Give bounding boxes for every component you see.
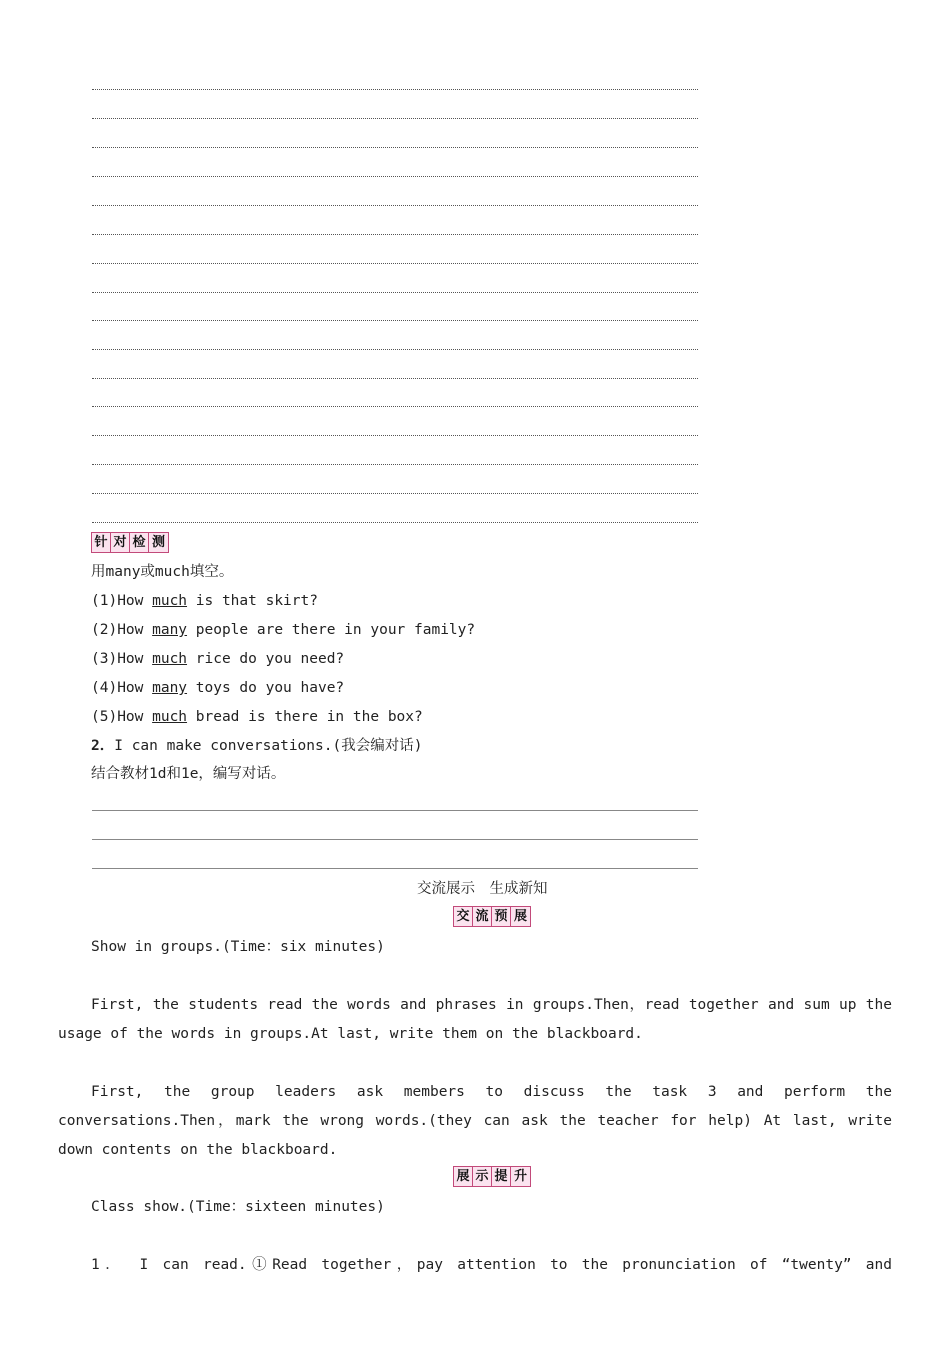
badge-char: 展	[513, 909, 527, 924]
badge-char: 流	[473, 907, 492, 926]
item-prefix: (3)How	[91, 651, 153, 667]
task-2-text: I can make conversations.(我会编对话)	[114, 738, 423, 754]
paragraph-2	[58, 1078, 892, 1165]
item-prefix: (2)How	[91, 622, 153, 638]
writing-line	[92, 522, 698, 523]
badge-char: 预	[492, 907, 511, 926]
answer-line	[92, 868, 698, 869]
badge-char: 展	[454, 1167, 473, 1186]
item-rest: bread is there in the box?	[187, 709, 423, 725]
task-2-heading	[91, 736, 422, 756]
writing-line	[92, 147, 698, 148]
exercise-instruction: 用many或much填空。	[91, 564, 234, 580]
writing-line	[92, 263, 698, 264]
paragraph-2-text: First, the group leaders ask members to discuss the task 3 and perform the conversations.Then，mark the wrong words.(they can ask the teacher for help) At last, write down contents on the blackboard.	[58, 1084, 892, 1158]
badge-char: 检	[130, 533, 149, 552]
task-2-number: 2．	[91, 738, 115, 754]
writing-line	[92, 406, 698, 407]
badge-char: 升	[513, 1169, 527, 1184]
exercise-item	[91, 591, 318, 611]
section-badge-group-preview	[453, 906, 531, 927]
task-2-instruction: 结合教材1d和1e，编写对话。	[91, 766, 286, 782]
item-prefix: (5)How	[91, 709, 153, 725]
class-show: Class show.(Time：sixteen minutes)	[91, 1199, 385, 1215]
section-badge-targeted-test	[91, 532, 169, 553]
writing-line	[92, 89, 698, 90]
badge-char: 提	[492, 1167, 511, 1186]
show-in-groups: Show in groups.(Time：six minutes)	[91, 939, 385, 955]
item-rest: people are there in your family?	[187, 622, 476, 638]
writing-line	[92, 205, 698, 206]
writing-line	[92, 118, 698, 119]
exercise-item	[91, 649, 344, 669]
item-answer: many	[152, 680, 188, 696]
item-answer: much	[152, 651, 188, 667]
item-prefix: (1)How	[91, 593, 153, 609]
badge-char: 针	[92, 533, 111, 552]
exercise-item	[91, 678, 344, 698]
writing-line	[92, 378, 698, 379]
exercise-item	[91, 707, 423, 727]
item-rest: rice do you need?	[187, 651, 345, 667]
paragraph-1	[58, 991, 892, 1049]
writing-line	[92, 234, 698, 235]
paragraph-1-text: First, the students read the words and phrases in groups.Then，read together and sum up the usage of the words in groups.At last, write them on the blackboard.	[58, 997, 892, 1042]
badge-char: 测	[151, 535, 165, 550]
writing-line	[92, 320, 698, 321]
badge-char: 示	[473, 1167, 492, 1186]
writing-line	[92, 176, 698, 177]
last-line: 1． I can read.①Read together，pay attention to the pronunciation of “twenty” and	[91, 1257, 892, 1273]
answer-line	[92, 810, 698, 811]
writing-line	[92, 292, 698, 293]
item-answer: much	[152, 593, 188, 609]
writing-line	[92, 349, 698, 350]
writing-line	[92, 435, 698, 436]
writing-line	[92, 464, 698, 465]
section-heading: 交流展示 生成新知	[417, 881, 548, 897]
writing-line	[92, 493, 698, 494]
answer-line	[92, 839, 698, 840]
item-rest: toys do you have?	[187, 680, 345, 696]
item-rest: is that skirt?	[187, 593, 318, 609]
section-badge-show-improve	[453, 1166, 531, 1187]
badge-char: 对	[111, 533, 130, 552]
item-answer: much	[152, 709, 188, 725]
exercise-item	[91, 620, 475, 640]
item-answer: many	[152, 622, 188, 638]
badge-char: 交	[454, 907, 473, 926]
item-prefix: (4)How	[91, 680, 153, 696]
